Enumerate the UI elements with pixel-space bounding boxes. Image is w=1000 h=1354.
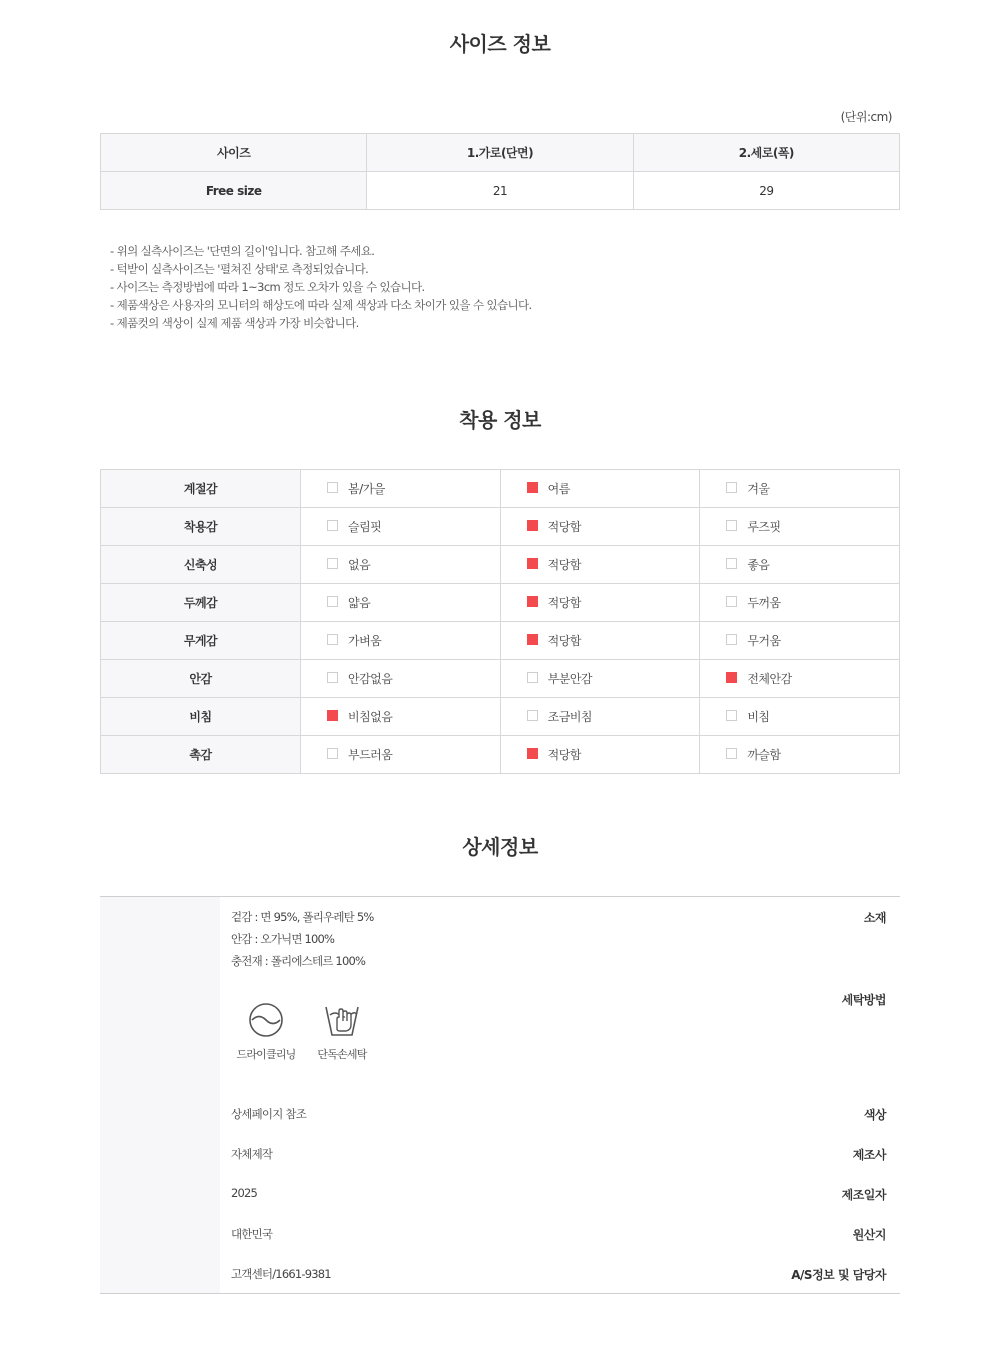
fit-table	[100, 469, 900, 774]
table-row	[101, 584, 900, 622]
fit-option-label: 적당함	[547, 748, 581, 762]
unchecked-checkbox-icon	[726, 558, 737, 569]
fit-option-label: 겨울	[747, 482, 770, 496]
fit-option-label: 가벼움	[348, 634, 382, 648]
origin-value: 대한민국	[231, 1227, 273, 1241]
fit-option-label: 비침	[747, 710, 770, 724]
fit-option	[700, 584, 900, 622]
unchecked-checkbox-icon	[327, 482, 338, 493]
dry-cleaning-icon	[245, 1001, 287, 1039]
fit-row-label: 안감	[101, 660, 301, 698]
material-line: 겉감 : 면 95%, 폴리우레탄 5%	[231, 910, 374, 924]
fit-row-label: 신축성	[101, 546, 301, 584]
fit-option	[301, 736, 501, 774]
fit-option	[301, 546, 501, 584]
unchecked-checkbox-icon	[527, 710, 538, 721]
fit-option-label: 루즈핏	[747, 520, 781, 534]
table-row	[101, 172, 900, 210]
fit-option-label: 여름	[547, 482, 570, 496]
fit-option	[500, 698, 700, 736]
color-label: 색상	[863, 1108, 886, 1122]
size-header-width: 1.가로(단면)	[367, 134, 633, 172]
fit-option-label: 좋음	[747, 558, 770, 572]
material-label: 소재	[863, 911, 886, 925]
length-value: 29	[633, 172, 899, 210]
fit-option-label: 까슬함	[747, 748, 781, 762]
fit-option	[301, 660, 501, 698]
fit-row-label: 무게감	[101, 622, 301, 660]
table-row	[101, 546, 900, 584]
note-item: - 제품색상은 사용자의 모니터의 해상도에 따라 실제 색상과 다소 차이가 있을 수 있습니다.	[110, 298, 532, 312]
fit-row-label: 촉감	[101, 736, 301, 774]
fit-option	[700, 698, 900, 736]
unchecked-checkbox-icon	[726, 748, 737, 759]
unchecked-checkbox-icon	[327, 748, 338, 759]
fit-row-label: 두께감	[101, 584, 301, 622]
origin-label: 원산지	[852, 1228, 886, 1242]
fit-option	[700, 736, 900, 774]
unchecked-checkbox-icon	[726, 634, 737, 645]
unchecked-checkbox-icon	[726, 710, 737, 721]
as-info-label: A/S정보 및 담당자	[791, 1268, 886, 1282]
checked-checkbox-icon	[726, 672, 737, 683]
table-row	[101, 508, 900, 546]
manufacture-date-label: 제조일자	[841, 1188, 886, 1202]
checked-checkbox-icon	[327, 710, 338, 721]
unchecked-checkbox-icon	[327, 596, 338, 607]
fit-option-label: 적당함	[547, 634, 581, 648]
fit-option	[700, 622, 900, 660]
unchecked-checkbox-icon	[726, 520, 737, 531]
unchecked-checkbox-icon	[726, 596, 737, 607]
note-item: - 위의 실측사이즈는 '단면의 길이'입니다. 참고해 주세요.	[110, 244, 375, 258]
fit-option	[700, 546, 900, 584]
fit-row-label: 비침	[101, 698, 301, 736]
fit-option	[700, 508, 900, 546]
fit-option-label: 두꺼움	[747, 596, 781, 610]
table-row	[101, 470, 900, 508]
fit-option-label: 전체안감	[747, 672, 792, 686]
fit-option	[500, 546, 700, 584]
fit-option	[500, 736, 700, 774]
fit-option	[500, 660, 700, 698]
maker-value: 자체제작	[231, 1147, 273, 1161]
hand-wash-icon	[322, 999, 362, 1039]
fit-option-label: 적당함	[547, 558, 581, 572]
washing-label: 세탁방법	[841, 993, 886, 1007]
size-section-title: 사이즈 정보	[449, 32, 551, 56]
width-value: 21	[367, 172, 633, 210]
fit-option-label: 얇음	[348, 596, 371, 610]
dry-cleaning-label: 드라이클리닝	[236, 1048, 296, 1061]
size-table-header-row	[101, 134, 900, 172]
fit-option-label: 없음	[348, 558, 371, 572]
unchecked-checkbox-icon	[327, 558, 338, 569]
unchecked-checkbox-icon	[327, 634, 338, 645]
unchecked-checkbox-icon	[327, 520, 338, 531]
checked-checkbox-icon	[527, 520, 538, 531]
fit-option-label: 부드러움	[348, 748, 393, 762]
note-item: - 사이즈는 측정방법에 따라 1~3cm 정도 오차가 있을 수 있습니다.	[110, 280, 425, 294]
fit-option-label: 봄/가을	[348, 482, 385, 496]
material-line: 충전재 : 폴리에스테르 100%	[231, 954, 366, 968]
unit-label: (단위:cm)	[840, 110, 892, 124]
fit-option	[500, 508, 700, 546]
fit-section-title: 착용 정보	[459, 408, 541, 432]
table-row	[101, 622, 900, 660]
as-info-value: 고객센터/1661-9381	[231, 1267, 331, 1281]
fit-option	[301, 508, 501, 546]
fit-option	[500, 622, 700, 660]
fit-option-label: 적당함	[547, 520, 581, 534]
note-item: - 제품컷의 색상이 실제 제품 색상과 가장 비슷합니다.	[110, 316, 359, 330]
manufacture-date-value: 2025	[231, 1186, 258, 1200]
unchecked-checkbox-icon	[527, 672, 538, 683]
fit-option	[301, 622, 501, 660]
unchecked-checkbox-icon	[726, 482, 737, 493]
fit-option	[700, 470, 900, 508]
fit-option	[301, 584, 501, 622]
size-header-length: 2.세로(폭)	[633, 134, 899, 172]
fit-option-label: 부분안감	[547, 672, 593, 686]
fit-option-label: 무거움	[747, 634, 781, 648]
table-row	[101, 660, 900, 698]
checked-checkbox-icon	[527, 596, 538, 607]
maker-label: 제조사	[852, 1148, 886, 1162]
table-row	[101, 736, 900, 774]
detail-label-column	[100, 897, 220, 1293]
hand-wash-label: 단독손세탁	[317, 1048, 367, 1061]
detail-table	[100, 896, 900, 1294]
size-header-size: 사이즈	[101, 134, 367, 172]
size-notes	[110, 242, 532, 332]
fit-option	[500, 584, 700, 622]
fit-option-label: 비침없음	[348, 710, 393, 724]
detail-section-title: 상세정보	[462, 835, 538, 859]
table-row	[101, 698, 900, 736]
size-table	[100, 133, 900, 210]
fit-option-label: 적당함	[547, 596, 581, 610]
color-value: 상세페이지 참조	[231, 1107, 307, 1121]
fit-option-label: 안감없음	[348, 672, 393, 686]
fit-option	[700, 660, 900, 698]
material-line: 안감 : 오가닉면 100%	[231, 932, 335, 946]
checked-checkbox-icon	[527, 748, 538, 759]
fit-row-label: 계절감	[101, 470, 301, 508]
fit-option	[301, 470, 501, 508]
unchecked-checkbox-icon	[327, 672, 338, 683]
fit-row-label: 착용감	[101, 508, 301, 546]
fit-option-label: 슬림핏	[348, 520, 382, 534]
fit-option	[500, 470, 700, 508]
size-value: Free size	[101, 172, 367, 210]
fit-option	[301, 698, 501, 736]
checked-checkbox-icon	[527, 558, 538, 569]
checked-checkbox-icon	[527, 482, 538, 493]
fit-option-label: 조금비침	[547, 710, 593, 724]
checked-checkbox-icon	[527, 634, 538, 645]
note-item: - 턱받이 실측사이즈는 '펼쳐진 상태'로 측정되었습니다.	[110, 262, 369, 276]
